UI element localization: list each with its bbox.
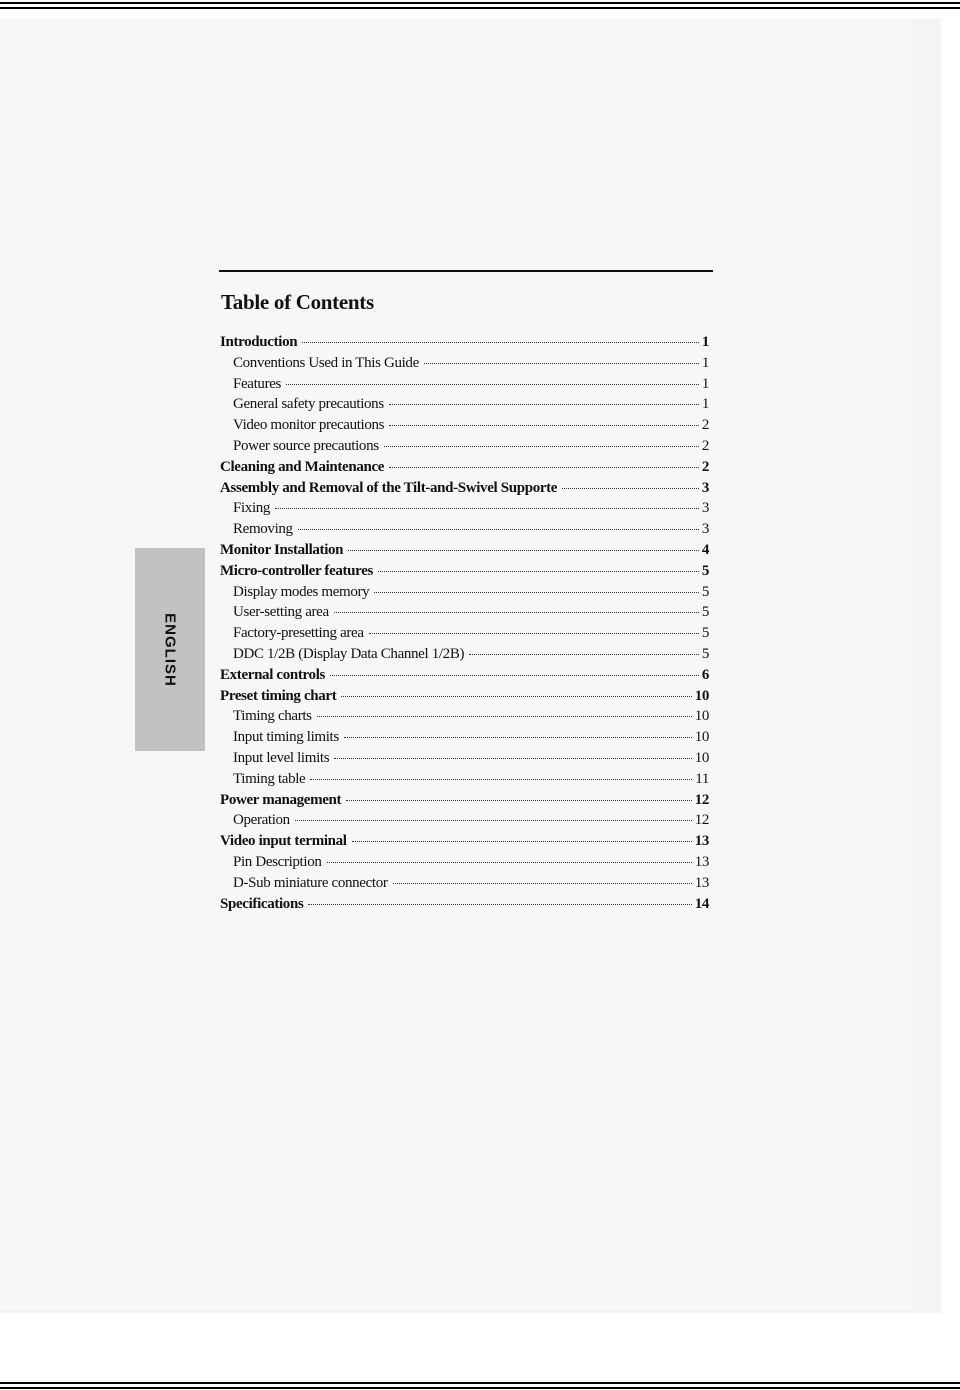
toc-title: Table of Contents [221, 290, 374, 314]
toc-entry-page: 5 [701, 604, 709, 621]
dot-leader [308, 904, 691, 905]
dot-leader [378, 571, 699, 572]
toc-entry-label: External controls [220, 666, 326, 683]
toc-section[interactable] [220, 540, 709, 561]
toc-entry-page: 6 [701, 666, 709, 683]
toc-entry-page: 5 [701, 645, 709, 662]
dot-leader [330, 675, 699, 676]
toc-entry-page: 3 [701, 479, 709, 496]
toc-entry-label: Introduction [220, 334, 298, 350]
toc-entry-page: 10 [694, 708, 709, 725]
toc-subsection[interactable] [220, 769, 709, 790]
dot-leader [310, 779, 692, 780]
toc-entry-label: Preset timing chart [220, 687, 337, 704]
toc-subsection[interactable] [220, 727, 709, 748]
toc-entry-page: 12 [694, 791, 709, 808]
dot-leader [389, 404, 699, 405]
toc-entry-label: Pin Description [233, 853, 322, 870]
toc-entry-page: 1 [701, 354, 709, 371]
language-tab [135, 548, 205, 751]
toc-entry-page: 3 [701, 500, 709, 517]
toc-entry-page: 12 [694, 812, 709, 829]
toc-entry-page: 5 [701, 625, 709, 642]
toc-entry-label: Power source precautions [233, 437, 379, 454]
toc-entry-label: Display modes memory [233, 583, 370, 600]
toc-subsection[interactable] [220, 582, 709, 603]
toc-entry-page: 2 [701, 458, 709, 475]
toc-subsection[interactable] [220, 394, 709, 415]
toc-entry-page: 5 [701, 583, 709, 600]
dot-leader [424, 363, 699, 364]
dot-leader [334, 758, 691, 759]
dot-leader [348, 550, 699, 551]
dot-leader [298, 529, 699, 530]
toc-subsection[interactable] [220, 374, 709, 395]
dot-leader [384, 446, 699, 447]
toc-entry-page: 13 [694, 833, 709, 850]
dot-leader [317, 716, 692, 717]
toc-entry-page: 3 [701, 521, 709, 538]
toc-section[interactable] [220, 790, 709, 811]
toc-entry-label: Features [233, 375, 282, 392]
dot-leader [295, 820, 692, 821]
bottom-double-rule [0, 1382, 960, 1389]
dot-leader [374, 592, 699, 593]
toc-entry-label: Specifications [220, 895, 304, 912]
toc-entry-label: Operation [233, 812, 290, 829]
toc-subsection[interactable] [220, 873, 709, 894]
toc-entry-label: Input timing limits [233, 729, 339, 746]
toc-subsection[interactable] [220, 706, 709, 727]
toc-entry-label: Conventions Used in This Guide [233, 354, 419, 371]
toc-section[interactable] [220, 332, 709, 353]
toc-subsection[interactable] [220, 644, 709, 665]
toc-section[interactable] [220, 478, 709, 499]
toc-entry-page: 4 [701, 541, 709, 558]
dot-leader [469, 654, 699, 655]
toc-entry-label: Timing table [233, 770, 306, 787]
dot-leader [341, 696, 691, 697]
toc-entry-label: Power management [220, 791, 342, 808]
dot-leader [369, 633, 699, 634]
toc-entry-label: General safety precautions [233, 396, 384, 413]
toc-entry-page: 2 [701, 417, 709, 434]
toc-subsection[interactable] [220, 810, 709, 831]
dot-leader [302, 342, 699, 343]
toc-entry-label: D-Sub miniature connector [233, 874, 388, 891]
toc-entry-label: Cleaning and Maintenance [220, 458, 385, 475]
toc-subsection[interactable] [220, 602, 709, 623]
dot-leader [327, 862, 692, 863]
toc-entry-label: Removing [233, 521, 293, 538]
toc-section[interactable] [220, 561, 709, 582]
toc-entry-page: 1 [701, 375, 709, 392]
dot-leader [352, 841, 692, 842]
dot-leader [344, 737, 692, 738]
toc-entry-page: 10 [694, 729, 709, 746]
toc-entry-label: Fixing [233, 500, 271, 517]
toc-entry-label: DDC 1/2B (Display Data Channel 1/2B) [233, 645, 465, 662]
toc-subsection[interactable] [220, 353, 709, 374]
language-tab-label: ENGLISH [161, 612, 179, 687]
toc-entry-label: Video input terminal [220, 833, 347, 850]
toc-entry-page: 1 [701, 396, 709, 413]
toc-subsection[interactable] [220, 623, 709, 644]
toc-entry-page: 5 [701, 562, 709, 579]
toc-section[interactable] [220, 686, 709, 707]
toc-subsection[interactable] [220, 519, 709, 540]
dot-leader [389, 425, 699, 426]
toc-entry-label: Timing charts [233, 708, 312, 725]
toc-subsection[interactable] [220, 436, 709, 457]
toc-section[interactable] [220, 665, 709, 686]
dot-leader [286, 384, 699, 385]
toc-list [220, 332, 709, 914]
heading-rule [219, 270, 713, 272]
toc-section[interactable] [220, 457, 709, 478]
toc-entry-label: User-setting area [233, 604, 329, 621]
toc-entry-label: Factory-presetting area [233, 625, 364, 642]
dot-leader [389, 467, 699, 468]
toc-entry-page: 13 [694, 853, 709, 870]
toc-entry-label: Micro-controller features [220, 562, 373, 579]
toc-entry-page: 13 [694, 874, 709, 891]
toc-entry-page: 14 [694, 895, 709, 912]
toc-entry-label: Input level limits [233, 749, 330, 766]
toc-subsection[interactable] [220, 852, 709, 873]
toc-subsection[interactable] [220, 415, 709, 436]
toc-entry-label: Video monitor precautions [233, 417, 385, 434]
toc-subsection[interactable] [220, 748, 709, 769]
toc-entry-page: 11 [695, 770, 709, 787]
toc-section[interactable] [220, 831, 709, 852]
dot-leader [393, 883, 692, 884]
toc-entry-label: Assembly and Removal of the Tilt-and-Swivel Supporte [220, 479, 558, 496]
top-double-rule [0, 2, 960, 9]
toc-entry-page: 10 [694, 687, 709, 704]
dot-leader [346, 800, 692, 801]
dot-leader [275, 508, 699, 509]
toc-entry-page: 10 [694, 749, 709, 766]
toc-entry-label: Monitor Installation [220, 541, 344, 558]
toc-subsection[interactable] [220, 498, 709, 519]
toc-entry-page: 2 [701, 437, 709, 454]
toc-entry-page: 1 [701, 334, 709, 350]
dot-leader [562, 488, 699, 489]
toc-section[interactable] [220, 894, 709, 915]
dot-leader [334, 612, 699, 613]
